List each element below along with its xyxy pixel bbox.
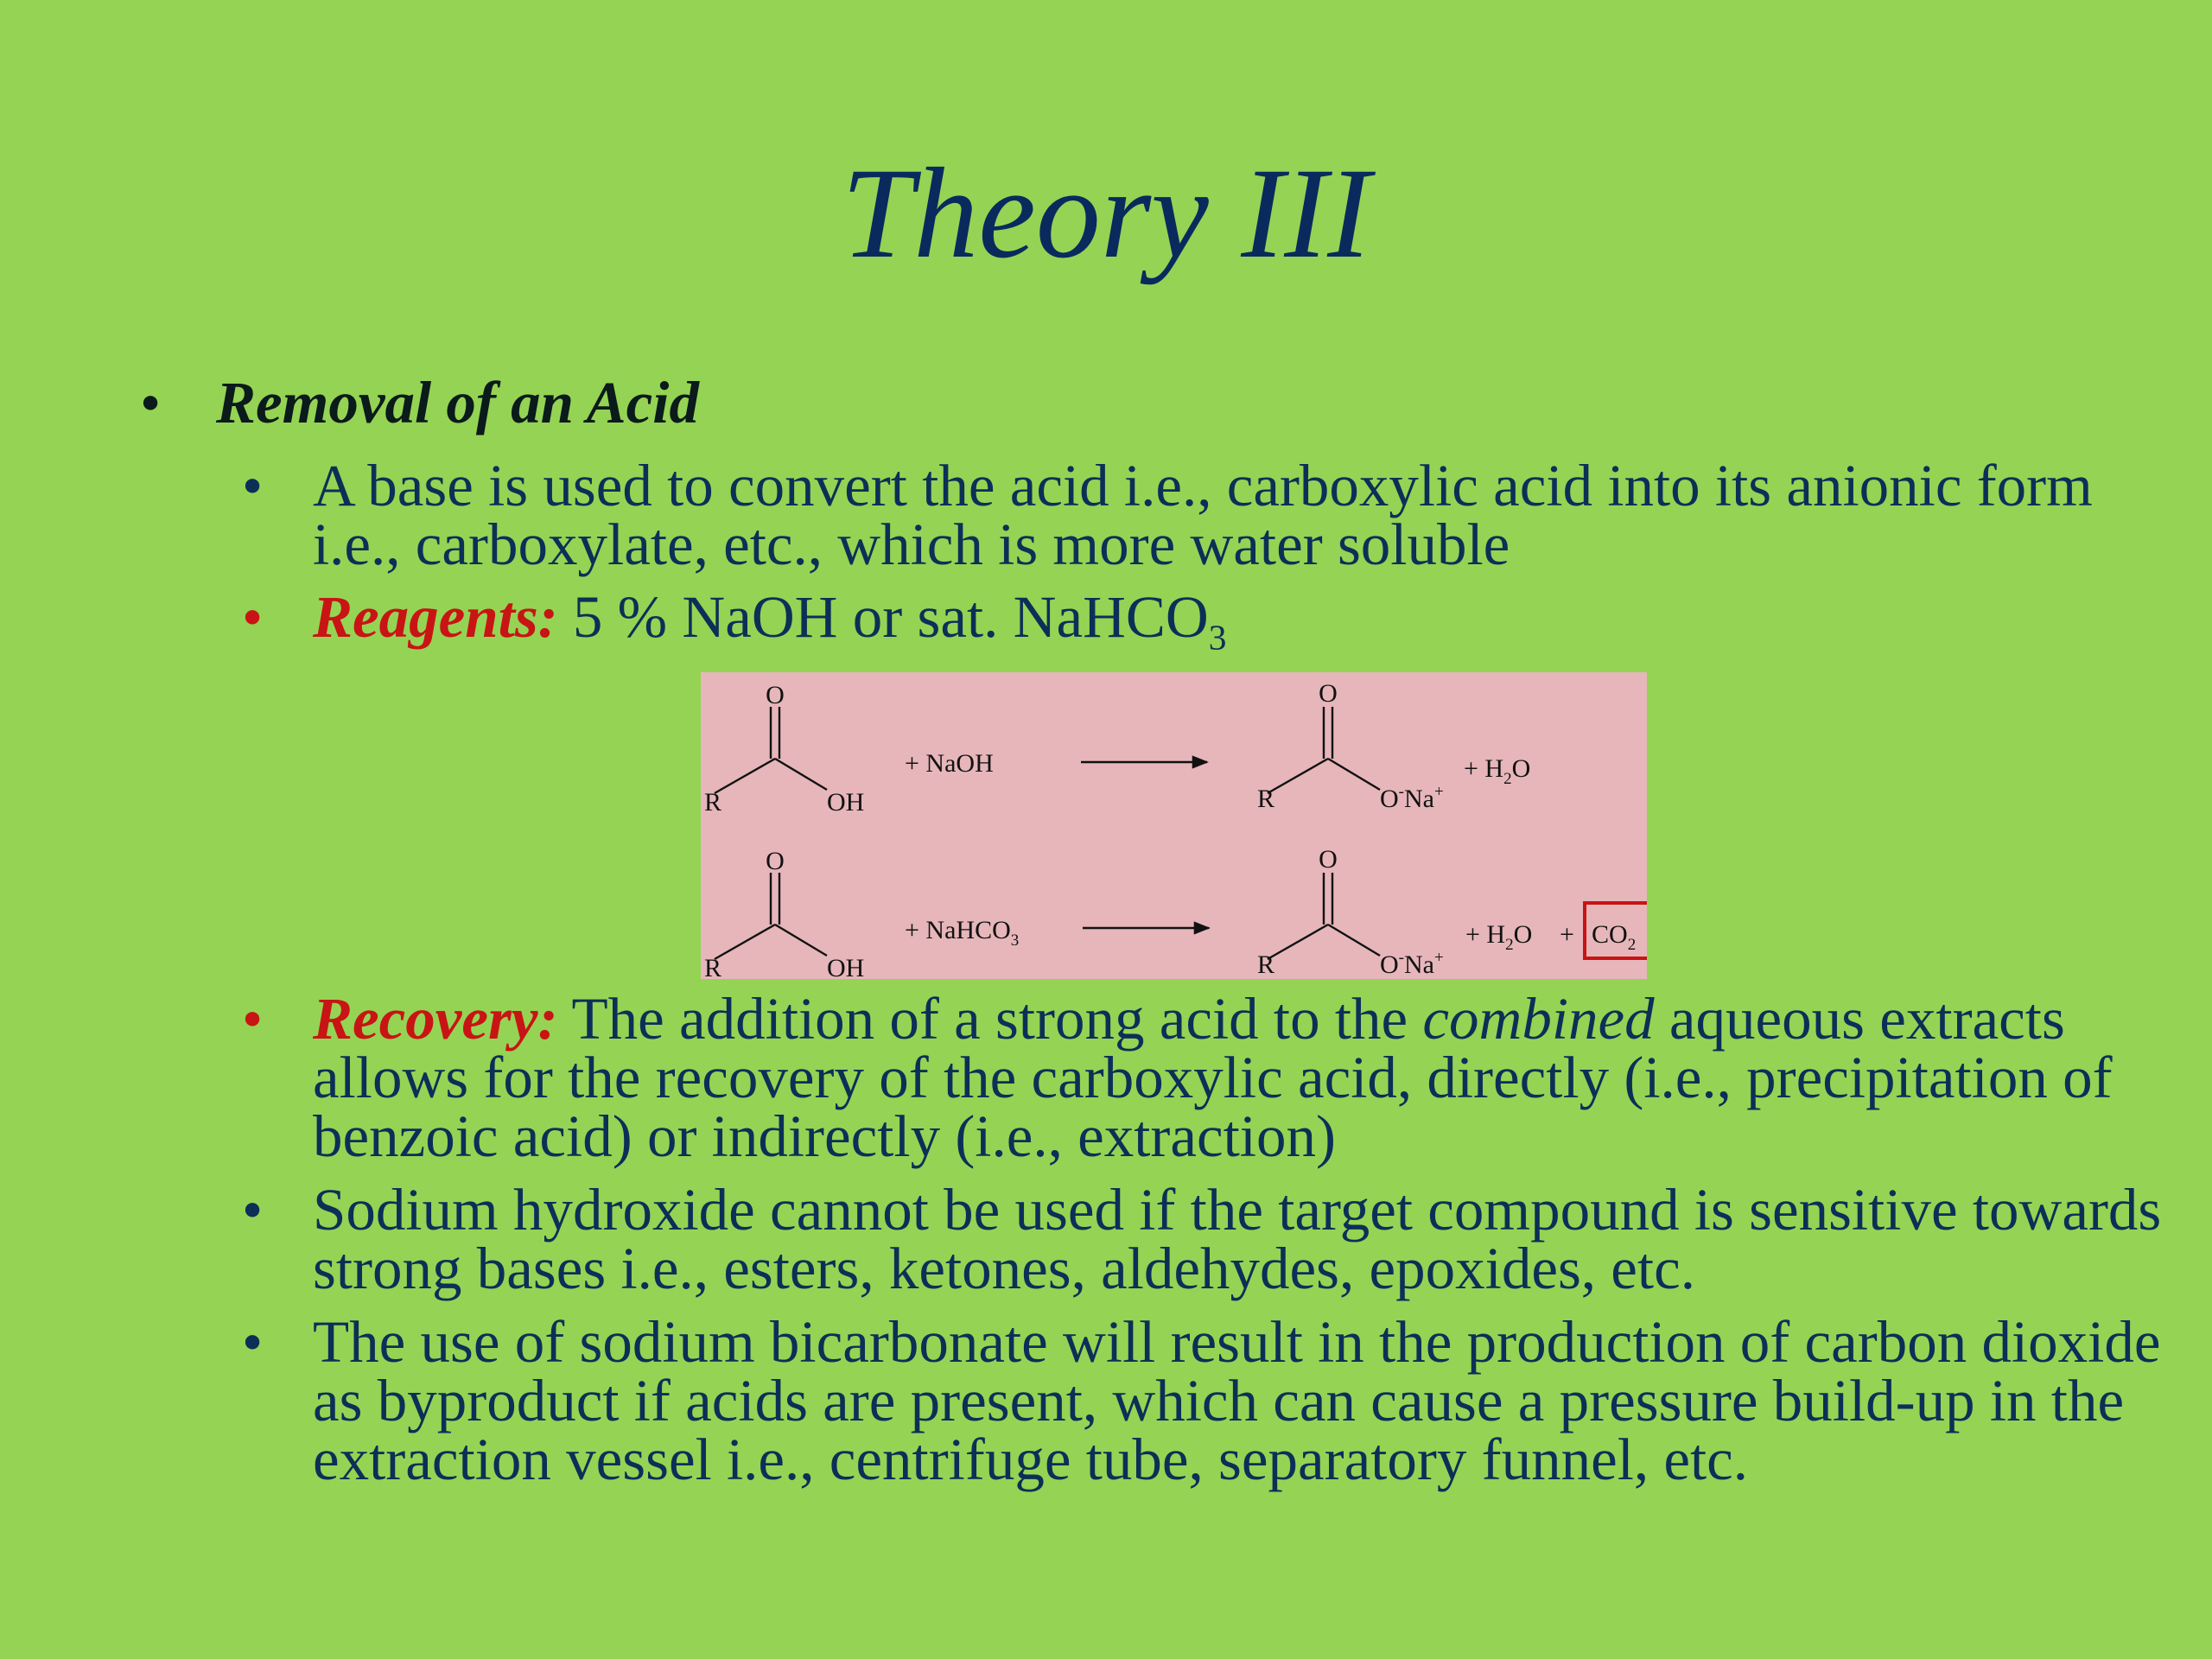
bullet-dot: •	[242, 584, 264, 650]
rxn1-carboxylic-acid	[715, 707, 827, 793]
rxn2-salt-r: R	[1257, 950, 1275, 979]
rxn2-salt-o: O	[1319, 845, 1338, 874]
rxn2-reagent: + NaHCO$_3$	[905, 916, 1020, 950]
heading-text: Removal of an Acid	[216, 370, 699, 435]
reagents-label: Reagents:	[313, 584, 558, 650]
bullet-dot: •	[140, 370, 162, 435]
bullet-recovery	[242, 986, 2171, 1169]
rxn2-co2: $CO_2$	[1592, 920, 1637, 954]
rxn1-acid-r: R	[704, 788, 722, 817]
rxn1-salt-o: O	[1319, 679, 1338, 708]
rxn1-water: + $H_2O$	[1464, 754, 1531, 788]
rxn1-salt-anion: O-Na+	[1380, 783, 1444, 813]
bullet-dot: •	[242, 1309, 264, 1375]
recovery-text-b: aqueous extracts allows for the recovery of the carboxylic acid, directly (i.e., precipitation of benzoic acid) or indirectly (i.e., extraction)	[313, 986, 2113, 1169]
recovery-emphasis: combined	[1422, 986, 1655, 1052]
rxn1-carboxylate	[1268, 707, 1380, 793]
reaction-scheme	[701, 672, 1647, 979]
bullet-sodium-bicarbonate	[242, 1309, 2171, 1492]
bullet-dot: •	[242, 986, 264, 1052]
reaction-scheme-drawing	[701, 672, 1647, 979]
rxn2-water: + $H_2O$	[1465, 920, 1533, 954]
reagents-subscript: 3	[1208, 617, 1227, 658]
rxn2-acid-o: O	[766, 847, 785, 875]
bullet-removal-heading	[140, 370, 699, 435]
rxn2-acid-r: R	[704, 954, 722, 979]
rxn2-salt-anion: O-Na+	[1380, 949, 1444, 979]
rxn1-salt-r: R	[1257, 785, 1275, 813]
bullet-base-conversion	[242, 453, 2171, 577]
rxn2-acid-oh: OH	[827, 954, 865, 979]
slide-title: Theory III	[841, 142, 1371, 285]
rxn2-carboxylate	[1268, 873, 1380, 959]
rxn1-reagent: + NaOH	[905, 749, 994, 778]
recovery-label: Recovery:	[313, 986, 558, 1052]
rxn1-acid-o: O	[766, 681, 785, 709]
recovery-text-a: The addition of a strong acid to the	[571, 986, 1408, 1052]
reagents-text: 5 % NaOH or sat. NaHCO	[572, 584, 1209, 650]
rxn2-carboxylic-acid	[715, 873, 827, 959]
rxn2-plus: +	[1560, 920, 1574, 949]
bullet-reagents	[242, 584, 2171, 658]
bullet-dot: •	[242, 453, 264, 518]
bullet-text: A base is used to convert the acid i.e., carboxylic acid into its anionic form i.e., carboxylate, etc., which is more water soluble	[313, 453, 2093, 577]
bullet-dot: •	[242, 1177, 264, 1243]
rxn1-acid-oh: OH	[827, 788, 865, 817]
bullet-sodium-hydroxide	[242, 1177, 2171, 1301]
bullet-text: The use of sodium bicarbonate will result in the production of carbon dioxide as byproduct if acids are present, which can cause a pressure build-up in the extraction vessel i.e., centrifuge tube, separatory funnel, etc.	[313, 1309, 2161, 1492]
bullet-text: Sodium hydroxide cannot be used if the target compound is sensitive towards strong bases i.e., esters, ketones, aldehydes, epoxides, etc.	[313, 1177, 2162, 1301]
